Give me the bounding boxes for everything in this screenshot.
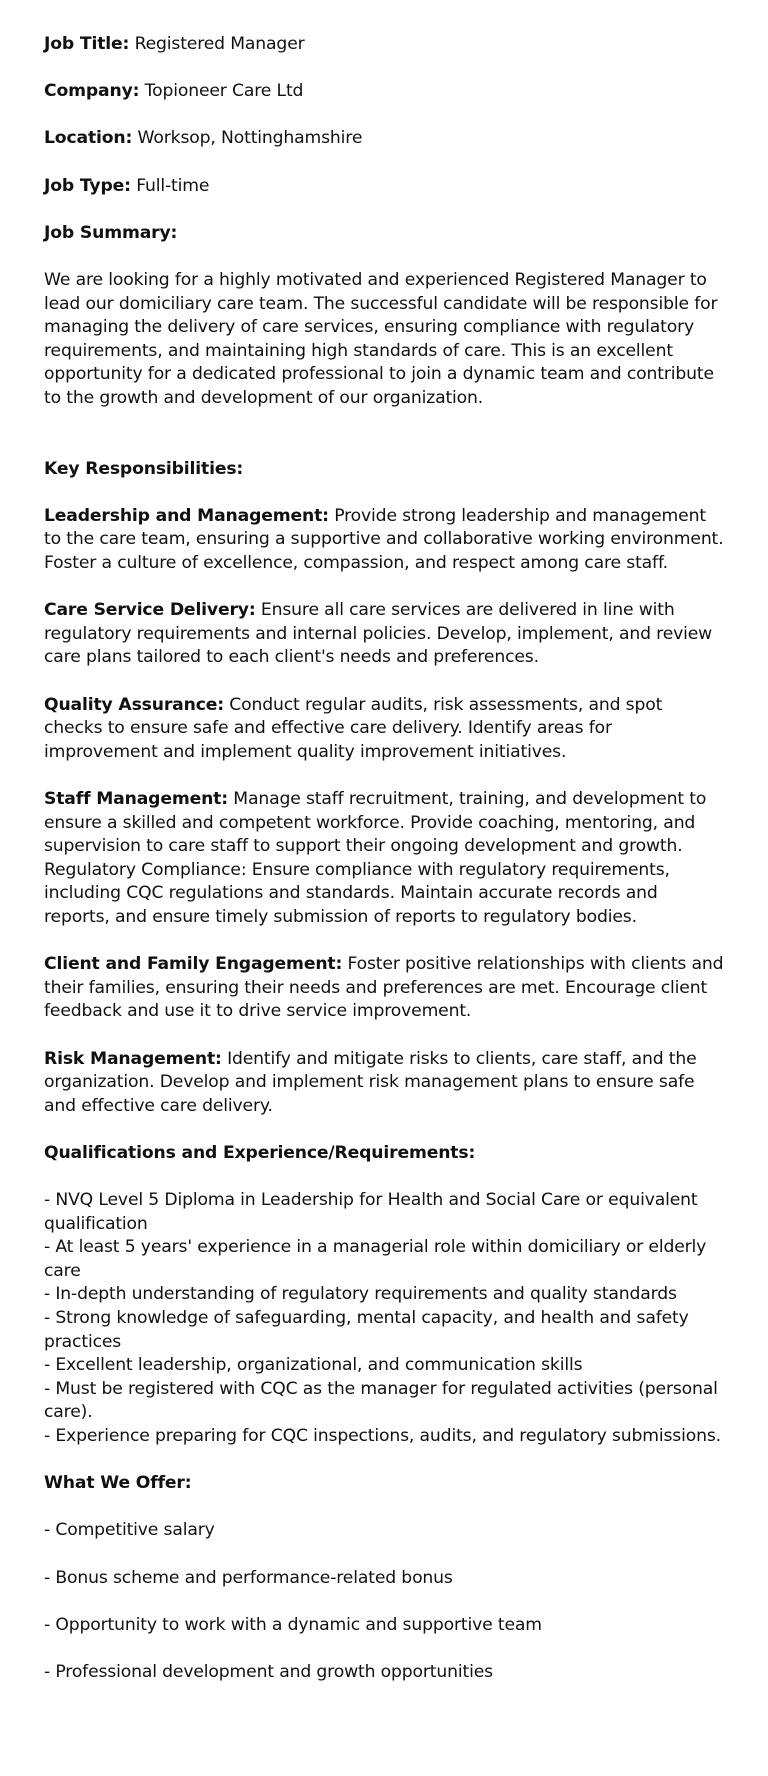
responsibility-quality <box>44 694 724 765</box>
job-summary-text: We are looking for a highly motivated and experienced Registered Manager to lead our domiciliary care team. The successful candidate will be responsible for managing the delivery of care services, ensuring compliance with regulatory requirements, and maintaining high standards of care. This is an excellent opportunity for a dedicated professional to join a dynamic team and contribute to the growth and development of our organization. <box>44 269 718 408</box>
responsibility-text: Ensure all care services are delivered in line with regulatory requirements and internal policies. Develop, implement, and review care plans tailored to each client's needs and preferences. <box>44 600 713 668</box>
offer-item: - Professional development and growth opportunities <box>44 1661 493 1682</box>
job-type-value: Full-time <box>130 175 210 196</box>
offer-item: - Opportunity to work with a dynamic and supportive team <box>44 1614 542 1635</box>
job-type-line <box>44 175 724 199</box>
company-label: Company: <box>44 81 140 102</box>
responsibility-label: Staff Management: <box>44 789 228 809</box>
responsibility-text: Identify and mitigate risks to clients, care staff, and the organization. Develop and implement risk management plans to ensure safe and effective care delivery. <box>44 1048 697 1116</box>
job-type-label: Job Type: <box>44 175 131 196</box>
job-title-line <box>44 33 724 57</box>
responsibility-leadership <box>44 505 724 576</box>
key-responsibilities-heading: Key Responsibilities: <box>44 458 244 479</box>
job-title-label: Job Title: <box>44 34 130 54</box>
responsibility-text: Manage staff recruitment, training, and development to ensure a skilled and competent workforce. Provide coaching, mentoring, and supervision to care staff to support their ongoing development and growth. <box>44 789 707 857</box>
company-value: Topioneer Care Ltd <box>139 81 304 102</box>
qualification-item: - NVQ Level 5 Diploma in Leadership for Health and Social Care or equivalent qualification <box>44 1190 698 1234</box>
location-value: Worksop, Nottinghamshire <box>132 128 363 149</box>
location-label: Location: <box>44 128 133 149</box>
qualification-item: - Excellent leadership, organizational, and communication skills <box>44 1355 583 1376</box>
responsibility-text: Conduct regular audits, risk assessments, and spot checks to ensure safe and effective care delivery. Identify areas for improvement and implement quality improvement initiatives. <box>44 694 663 762</box>
responsibility-label: Leadership and Management: <box>44 505 329 526</box>
job-summary-heading: Job Summary: <box>44 222 178 243</box>
responsibility-staff <box>44 788 724 859</box>
qualifications-heading: Qualifications and Experience/Requirements: <box>44 1142 476 1163</box>
qualification-item: - In-depth understanding of regulatory requirements and quality standards <box>44 1284 677 1305</box>
responsibility-regulatory: Regulatory Compliance: Ensure compliance with regulatory requirements, including CQC regulations and standards. Maintain accurate records and reports, and ensure timely submission of reports to regulatory bodies. <box>44 859 670 927</box>
responsibility-care-service <box>44 599 724 670</box>
job-title-value: Registered Manager <box>129 34 305 54</box>
responsibility-client-family <box>44 953 724 1024</box>
responsibility-text: Provide strong leadership and management to the care team, ensuring a supportive and collaborative working environment. Foster a culture of excellence, compassion, and respect among care staff. <box>44 505 724 574</box>
responsibility-risk <box>44 1048 724 1119</box>
responsibility-label: Client and Family Engagement: <box>44 954 343 975</box>
qualification-item: - Experience preparing for CQC inspections, audits, and regulatory submissions. <box>44 1426 721 1447</box>
responsibility-label: Risk Management: <box>44 1048 222 1069</box>
location-line <box>44 127 724 151</box>
offer-item: - Competitive salary <box>44 1520 215 1541</box>
qualification-item: - At least 5 years' experience in a managerial role within domiciliary or elderly care <box>44 1237 707 1281</box>
responsibility-text: Foster positive relationships with clients and their families, ensuring their needs and preferences are met. Encourage client feedback and use it to drive service improvement. <box>44 954 724 1022</box>
responsibility-label: Care Service Delivery: <box>44 600 256 621</box>
company-line <box>44 80 724 104</box>
qualification-item: - Must be registered with CQC as the manager for regulated activities (personal care). <box>44 1378 718 1423</box>
responsibility-label: Quality Assurance: <box>44 694 224 715</box>
offer-heading: What We Offer: <box>44 1473 192 1494</box>
offer-item: - Bonus scheme and performance-related bonus <box>44 1567 453 1588</box>
qualification-item: - Strong knowledge of safeguarding, mental capacity, and health and safety practices <box>44 1308 689 1352</box>
